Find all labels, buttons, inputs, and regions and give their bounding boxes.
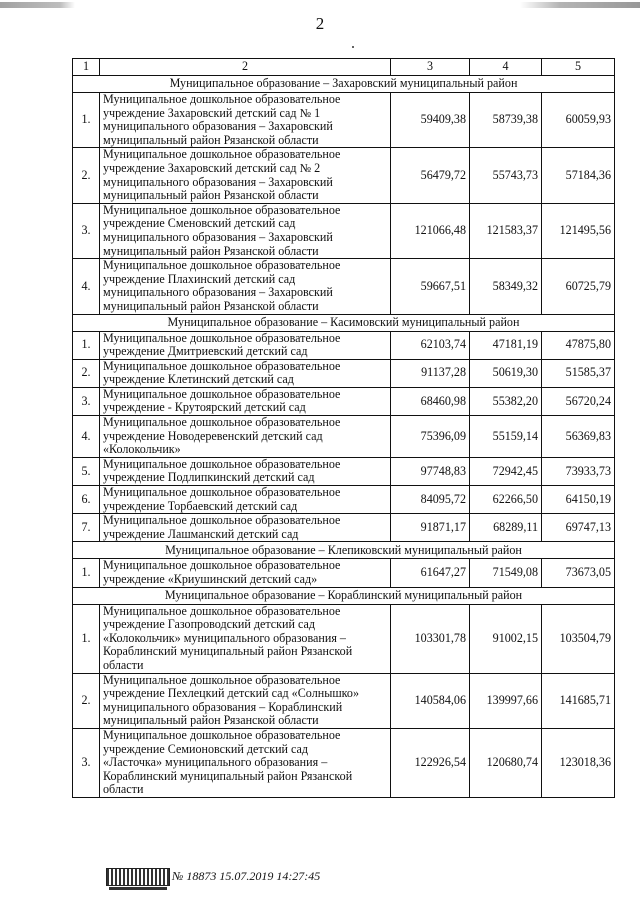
institution-name-line: учреждение Новодеревенский детский сад xyxy=(103,428,323,443)
column-number-4: 4 xyxy=(470,59,542,76)
value-col-3: 91871,17 xyxy=(391,514,470,542)
document-footer xyxy=(92,868,452,892)
row-number: 6. xyxy=(73,486,100,514)
institution-name-line: муниципальный район Рязанской области xyxy=(103,243,319,258)
institution-name xyxy=(100,387,391,415)
value-col-5: 141685,71 xyxy=(542,673,615,728)
value-col-5: 56369,83 xyxy=(542,416,615,458)
institution-name-line: учреждение Захаровский детский сад № 1 xyxy=(103,105,321,120)
institution-name xyxy=(100,203,391,258)
value-col-5: 123018,36 xyxy=(542,728,615,797)
institution-name-line: Муниципальное дошкольное образовательное xyxy=(103,673,341,687)
institution-name-line: «Колокольчик» муниципального образования – xyxy=(103,630,346,645)
institution-name-line: Муниципальное дошкольное образовательное xyxy=(103,258,341,273)
value-col-4: 68289,11 xyxy=(470,514,542,542)
institution-name xyxy=(100,604,391,673)
institution-name-line: учреждение Плахинский детский сад xyxy=(103,271,296,286)
value-col-4: 55743,73 xyxy=(470,148,542,203)
value-col-5: 121495,56 xyxy=(542,203,615,258)
value-col-3: 59667,51 xyxy=(391,259,470,314)
institution-name xyxy=(100,728,391,797)
value-col-4: 72942,45 xyxy=(470,457,542,485)
value-col-4: 71549,08 xyxy=(470,559,542,587)
row-number: 1. xyxy=(73,93,100,148)
value-col-4: 47181,19 xyxy=(470,331,542,359)
institution-name xyxy=(100,486,391,514)
column-number-5: 5 xyxy=(542,59,615,76)
section-title: Муниципальное образование – Кораблинский муниципальный район xyxy=(73,587,615,604)
table-row xyxy=(73,93,615,148)
institution-name-line: области xyxy=(103,657,144,672)
institution-name-line: муниципальный район Рязанской области xyxy=(103,132,319,147)
institution-name-line: муниципального образования – Захаровский xyxy=(103,229,333,244)
institution-name-line: муниципального образования – Захаровский xyxy=(103,119,333,134)
registration-stamp-text: № 18873 15.07.2019 14:27:45 xyxy=(172,869,321,883)
row-number: 2. xyxy=(73,673,100,728)
table-row xyxy=(73,387,615,415)
row-number: 4. xyxy=(73,416,100,458)
column-number-3: 3 xyxy=(391,59,470,76)
institution-name-line: учреждение - Крутоярский детский сад xyxy=(103,400,306,415)
institution-name-line: муниципального образования – Кораблинский xyxy=(103,699,343,714)
institution-name-line: учреждение Дмитриевский детский сад xyxy=(103,344,308,359)
value-col-5: 51585,37 xyxy=(542,359,615,387)
institution-name-line: муниципальный район Рязанской области xyxy=(103,298,319,313)
institution-name-line: Муниципальное дошкольное образовательное xyxy=(103,203,341,217)
institution-name xyxy=(100,416,391,458)
row-number: 5. xyxy=(73,457,100,485)
value-col-4: 58349,32 xyxy=(470,259,542,314)
value-col-5: 57184,36 xyxy=(542,148,615,203)
table-row xyxy=(73,259,615,314)
value-col-3: 61647,27 xyxy=(391,559,470,587)
section-row xyxy=(73,76,615,93)
institution-name-line: учреждение Лашманский детский сад xyxy=(103,526,299,541)
column-number-1: 1 xyxy=(73,59,100,76)
institution-name xyxy=(100,673,391,728)
institution-name-line: учреждение Захаровский детский сад № 2 xyxy=(103,160,321,175)
institution-name-line: Муниципальное дошкольное образовательное xyxy=(103,147,341,162)
column-number-2: 2 xyxy=(100,59,391,76)
table-row xyxy=(73,203,615,258)
institution-name-line: Муниципальное дошкольное образовательное xyxy=(103,558,341,573)
table-row xyxy=(73,559,615,587)
row-number: 7. xyxy=(73,514,100,542)
value-col-3: 59409,38 xyxy=(391,93,470,148)
row-number: 2. xyxy=(73,359,100,387)
row-number: 1. xyxy=(73,604,100,673)
institution-name-line: учреждение Клетинский детский сад xyxy=(103,372,294,387)
institution-name-line: Муниципальное дошкольное образовательное xyxy=(103,331,341,345)
table-row xyxy=(73,486,615,514)
value-col-3: 56479,72 xyxy=(391,148,470,203)
institution-name-line: муниципального образования – Захаровский xyxy=(103,174,333,189)
value-col-3: 75396,09 xyxy=(391,416,470,458)
value-col-4: 91002,15 xyxy=(470,604,542,673)
institution-name-line: «Ласточка» муниципального образования – xyxy=(103,755,328,770)
table-row xyxy=(73,457,615,485)
section-row xyxy=(73,314,615,331)
value-col-3: 62103,74 xyxy=(391,331,470,359)
value-col-5: 56720,24 xyxy=(542,387,615,415)
institution-name-line: учреждение Подлипкинский детский сад xyxy=(103,470,315,485)
section-row xyxy=(73,542,615,559)
table-row xyxy=(73,514,615,542)
registry-stamp-logo xyxy=(106,868,170,886)
value-col-5: 60725,79 xyxy=(542,259,615,314)
value-col-3: 91137,28 xyxy=(391,359,470,387)
value-col-4: 55159,14 xyxy=(470,416,542,458)
value-col-4: 55382,20 xyxy=(470,387,542,415)
funding-table xyxy=(72,58,615,798)
institution-name-line: Муниципальное дошкольное образовательное xyxy=(103,728,341,742)
row-number: 1. xyxy=(73,559,100,587)
row-number: 3. xyxy=(73,387,100,415)
institution-name-line: учреждение Семионовский детский сад xyxy=(103,741,309,756)
value-col-5: 103504,79 xyxy=(542,604,615,673)
page-number: 2 xyxy=(315,14,325,33)
institution-name-line: Муниципальное дошкольное образовательное xyxy=(103,92,341,106)
value-col-5: 60059,93 xyxy=(542,93,615,148)
row-number: 4. xyxy=(73,259,100,314)
section-title: Муниципальное образование – Касимовский муниципальный район xyxy=(73,314,615,331)
table-row xyxy=(73,331,615,359)
institution-name-line: Муниципальное дошкольное образовательное xyxy=(103,485,341,500)
institution-name-line: учреждение Газопроводский детский сад xyxy=(103,617,316,632)
institution-name-line: муниципальный район Рязанской области xyxy=(103,188,319,203)
section-title: Муниципальное образование – Захаровский муниципальный район xyxy=(73,76,615,93)
table-row xyxy=(73,148,615,203)
table-row xyxy=(73,604,615,673)
institution-name xyxy=(100,331,391,359)
value-col-4: 50619,30 xyxy=(470,359,542,387)
table-row xyxy=(73,673,615,728)
value-col-3: 122926,54 xyxy=(391,728,470,797)
institution-name-line: Муниципальное дошкольное образовательное xyxy=(103,415,341,430)
value-col-3: 140584,06 xyxy=(391,673,470,728)
institution-name xyxy=(100,259,391,314)
institution-name xyxy=(100,514,391,542)
value-col-3: 68460,98 xyxy=(391,387,470,415)
institution-name-line: Муниципальное дошкольное образовательное xyxy=(103,387,341,401)
institution-name-line: муниципального образования – Захаровский xyxy=(103,285,333,300)
institution-name-line: учреждение Пехлецкий детский сад «Солнышко» xyxy=(103,686,359,701)
scan-speck xyxy=(352,46,354,48)
value-col-5: 73673,05 xyxy=(542,559,615,587)
table-row xyxy=(73,728,615,797)
value-col-5: 69747,13 xyxy=(542,514,615,542)
institution-name-line: Муниципальное дошкольное образовательное xyxy=(103,513,341,528)
value-col-4: 121583,37 xyxy=(470,203,542,258)
row-number: 1. xyxy=(73,331,100,359)
institution-name-line: учреждение «Криушинский детский сад» xyxy=(103,572,318,586)
value-col-4: 120680,74 xyxy=(470,728,542,797)
value-col-3: 121066,48 xyxy=(391,203,470,258)
scan-edge-streak xyxy=(0,2,640,8)
section-row xyxy=(73,587,615,604)
institution-name-line: муниципальный район Рязанской области xyxy=(103,713,319,728)
institution-name xyxy=(100,457,391,485)
value-col-3: 97748,83 xyxy=(391,457,470,485)
table-row xyxy=(73,416,615,458)
value-col-5: 73933,73 xyxy=(542,457,615,485)
institution-name-line: области xyxy=(103,782,144,797)
institution-name-line: Муниципальное дошкольное образовательное xyxy=(103,457,341,471)
row-number: 3. xyxy=(73,728,100,797)
row-number: 2. xyxy=(73,148,100,203)
value-col-5: 47875,80 xyxy=(542,331,615,359)
table-row xyxy=(73,359,615,387)
institution-name xyxy=(100,148,391,203)
institution-name-line: Муниципальное дошкольное образовательное xyxy=(103,359,341,373)
value-col-4: 139997,66 xyxy=(470,673,542,728)
row-number: 3. xyxy=(73,203,100,258)
institution-name-line: учреждение Торбаевский детский сад xyxy=(103,498,298,513)
value-col-3: 84095,72 xyxy=(391,486,470,514)
institution-name-line: Кораблинский муниципальный район Рязанской xyxy=(103,768,353,783)
institution-name-line: «Колокольчик» xyxy=(103,442,181,457)
value-col-4: 58739,38 xyxy=(470,93,542,148)
institution-name-line: Кораблинский муниципальный район Рязанской xyxy=(103,644,353,659)
institution-name xyxy=(100,559,391,587)
institution-name-line: учреждение Сменовский детский сад xyxy=(103,216,296,231)
institution-name xyxy=(100,359,391,387)
section-title: Муниципальное образование – Клепиковский муниципальный район xyxy=(73,542,615,559)
value-col-5: 64150,19 xyxy=(542,486,615,514)
table-header-row xyxy=(73,59,615,76)
value-col-4: 62266,50 xyxy=(470,486,542,514)
institution-name-line: Муниципальное дошкольное образовательное xyxy=(103,604,341,618)
value-col-3: 103301,78 xyxy=(391,604,470,673)
institution-name xyxy=(100,93,391,148)
